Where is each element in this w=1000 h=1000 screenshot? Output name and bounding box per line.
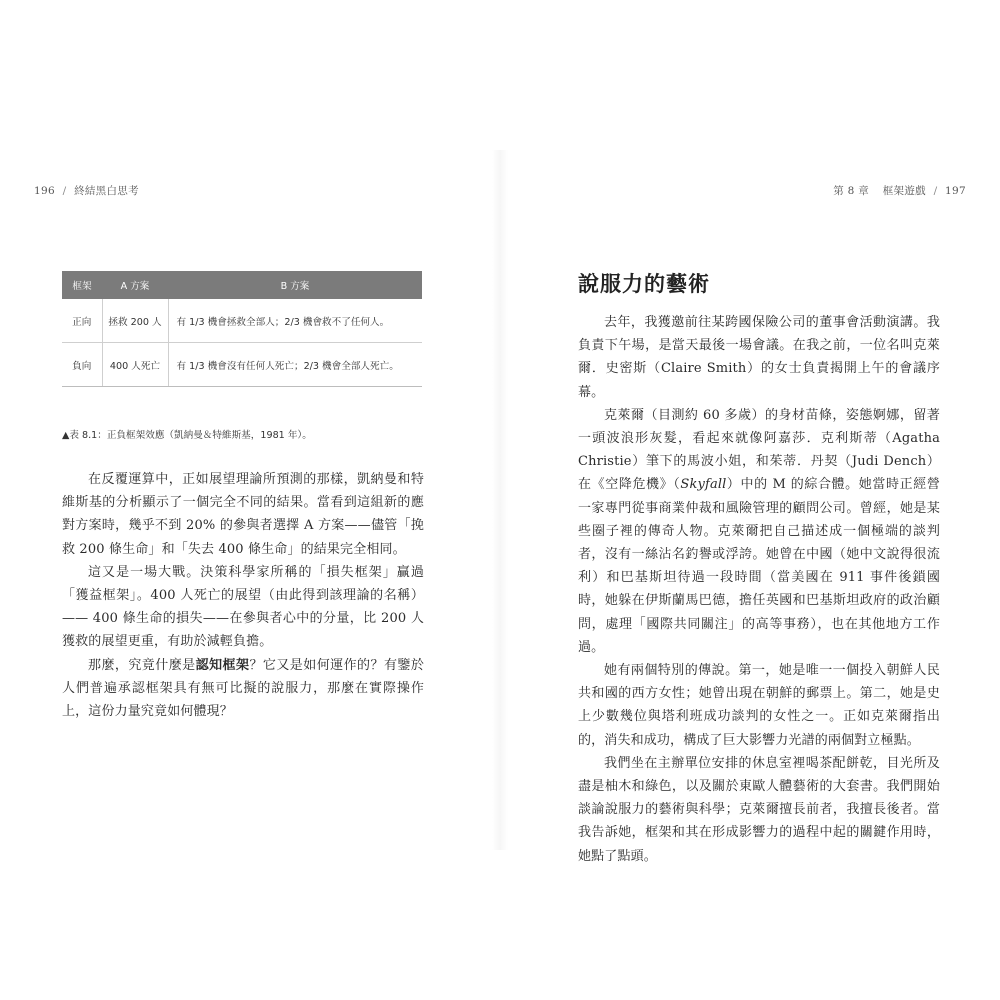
paragraph-text: ？它又是如何運作的？有鑒於人們普遍承認框架具有無可比擬的說服力，那麼在實際操作上，這份力量究竟如何體現？ — [62, 657, 425, 720]
left-page-body — [62, 468, 424, 723]
body-paragraph — [62, 561, 424, 654]
table-cell-frame: 正向 — [62, 299, 102, 343]
left-page-header — [34, 183, 139, 198]
right-page-header — [833, 183, 966, 198]
paragraph-text: ）中的 M 的綜合體。她當時正經營一家專門從事商業仲裁和風險管理的顧問公司。曾經，她是某些圈子裡的傳奇人物。克萊爾把自己描述成一個極端的談判者，沒有一絲沾名釣譽或浮誇。她曾在中國（她中文說得很流利）和巴基斯坦待過一段時間（當美國在 911 事件後鎖國時，她躲在伊斯蘭馬巴德，擔任英國和巴基斯坦政府的政治顧問，處理「國際共同關注」的高等事務），也在其他地方工作過。 — [578, 477, 940, 655]
paragraph-text: 這又是一場大戰。決策科學家所稱的「損失框架」贏過「獲益框架」。400 人死亡的展望（由此得到該理論的名稱）—— 400 條生命的損失——在參與者心中的分量，比 200 人獲救的展望更重，有助於減輕負擔。 — [62, 564, 424, 650]
page-gutter — [492, 150, 508, 850]
paragraph-text: 克萊爾（目測約 60 多歲）的身材苗條，姿態婀娜，留著一頭波浪形灰髮，看起來就像阿嘉莎．克利斯蒂（Agatha Christie）筆下的馬波小姐，和茱蒂．丹契（Judi Dench）在《空降危機》（ — [578, 407, 940, 493]
table-row — [62, 299, 422, 343]
body-paragraph: 她有兩個特別的傳說。第一，她是唯一一個投入朝鮮人民共和國的西方女性；她曾出現在朝鮮的郵票上。第二，她是史上少數幾位與塔利班成功談判的女性之一。正如克萊爾指出的，消失和成功，構成了巨大影響力光譜的兩個對立極點。 — [578, 663, 940, 748]
paragraph-text: 那麼，究竟什麼是 — [88, 657, 196, 673]
table-header-cell: B 方案 — [168, 271, 422, 299]
body-paragraph — [62, 654, 424, 724]
table-cell-plan-b: 有 1/3 機會沒有任何人死亡；2/3 機會全部人死亡。 — [168, 343, 422, 387]
table-header-cell: A 方案 — [102, 271, 168, 299]
film-title: Skyfall — [680, 477, 727, 493]
emphasis-term: 認知框架 — [195, 657, 250, 673]
right-header-separator: / — [933, 185, 938, 197]
table-header-cell: 框架 — [62, 271, 102, 299]
body-paragraph — [578, 404, 940, 659]
table-cell-plan-b: 有 1/3 機會拯救全部人；2/3 機會救不了任何人。 — [168, 299, 422, 343]
right-page-number: 197 — [945, 185, 966, 197]
chapter-title: 框架遊戲 — [882, 185, 926, 197]
section-title: 說服力的藝術 — [578, 271, 710, 296]
book-title: 終結黑白思考 — [74, 185, 139, 197]
table-caption: ▲表 8.1：正負框架效應（凱納曼＆特維斯基，1981 年）。 — [62, 430, 312, 441]
framing-effect-table — [62, 271, 422, 387]
body-paragraph: 去年，我獲邀前往某跨國保險公司的董事會活動演講。我負責下午場，是當天最後一場會議。在我之前，一位名叫克萊爾．史密斯（Claire Smith）的女士負責揭開上午的會議序幕。 — [578, 315, 940, 400]
table-cell-plan-a: 400 人死亡 — [102, 343, 168, 387]
chapter-number: 第 8 章 — [833, 185, 870, 197]
right-page-body — [578, 311, 940, 868]
table-row — [62, 343, 422, 387]
body-paragraph: 在反覆運算中，正如展望理論所預測的那樣，凱納曼和特維斯基的分析顯示了一個完全不同的結果。當看到這組新的應對方案時，幾乎不到 20% 的參與者選擇 A 方案——儘管「挽救 200 條生命」和「失去 400 條生命」的結果完全相同。 — [62, 472, 424, 557]
left-page-number: 196 — [34, 185, 55, 197]
table-cell-plan-a: 拯救 200 人 — [102, 299, 168, 343]
body-paragraph: 我們坐在主辦單位安排的休息室裡喝茶配餅乾，目光所及盡是柚木和綠色，以及關於東歐人體藝術的大套書。我們開始談論說服力的藝術與科學；克萊爾擅長前者，我擅長後者。當我告訴她，框架和其在形成影響力的過程中起的關鍵作用時，她點了點頭。 — [578, 755, 940, 864]
table-cell-frame: 負向 — [62, 343, 102, 387]
table-header-row — [62, 271, 422, 299]
left-header-separator: / — [62, 185, 67, 197]
